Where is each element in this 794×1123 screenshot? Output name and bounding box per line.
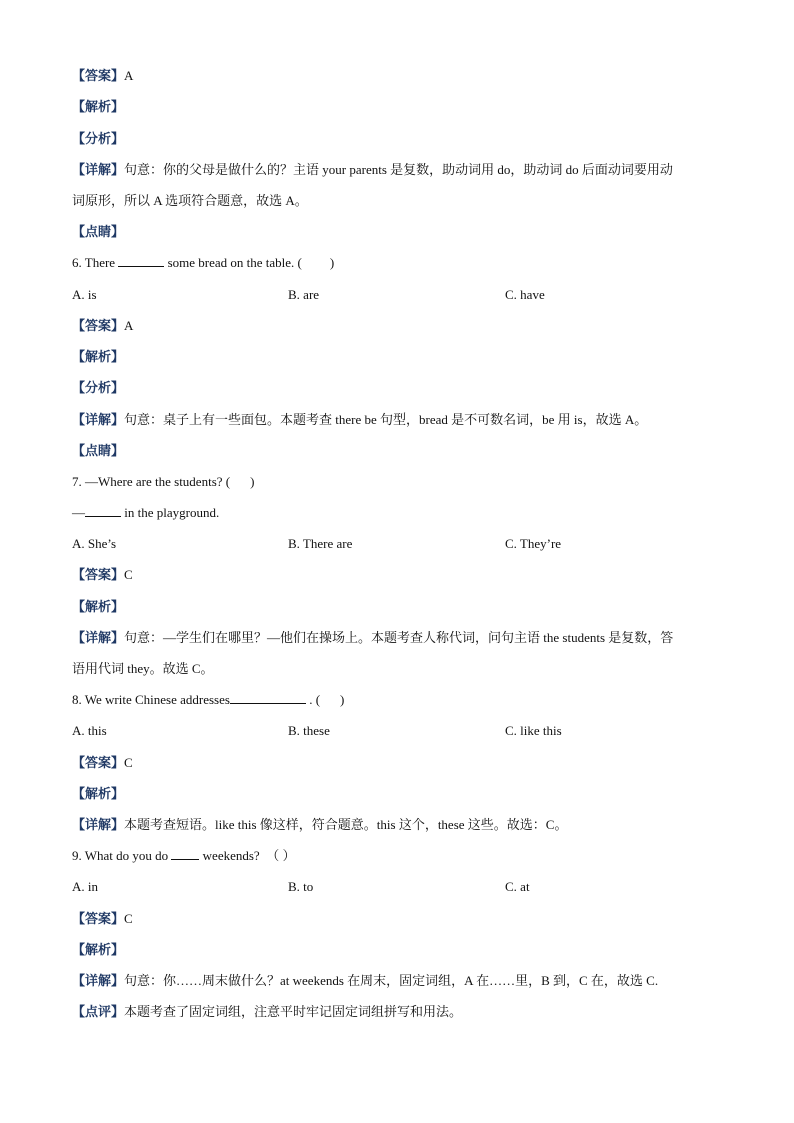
answer-value: C	[124, 567, 133, 582]
option-a: A. She’s	[72, 536, 117, 551]
analysis-tag: 【解析】	[72, 350, 125, 365]
detail-text: 语用代词 they。故选 C。	[72, 661, 214, 676]
option-c: C. have	[505, 287, 545, 302]
q7-question-line2	[72, 504, 722, 522]
fenxi-tag: 【分析】	[72, 132, 125, 147]
answer-tag: 【答案】	[72, 319, 125, 334]
answer-value: A	[124, 68, 134, 83]
q5-detail-line2	[72, 192, 722, 210]
question-text: —	[72, 505, 85, 520]
q5-answer-line	[72, 67, 722, 86]
q6-question	[72, 254, 722, 272]
question-text: 8. We write Chinese addresses	[72, 692, 230, 707]
question-text: in the playground.	[121, 505, 220, 520]
q7-detail-line2	[72, 660, 722, 678]
dianjing-tag: 【点睛】	[72, 444, 125, 459]
answer-tag: 【答案】	[72, 568, 125, 583]
question-text: )	[340, 692, 345, 707]
option-c: C. at	[505, 879, 530, 894]
q8-answer-line	[72, 754, 722, 773]
answer-blank	[118, 254, 164, 267]
q6-dianjing-line	[72, 442, 722, 461]
question-paren: （ ）	[266, 848, 296, 863]
answer-blank	[230, 691, 306, 704]
analysis-tag: 【解析】	[72, 787, 125, 802]
detail-text: 本题考查短语。like this 像这样，符合题意。this 这个，these 这些。故选：C。	[124, 817, 568, 832]
analysis-tag: 【解析】	[72, 100, 125, 115]
question-text: some bread on the table. (	[164, 255, 302, 270]
option-b: B. these	[288, 723, 330, 738]
q5-detail-line1	[72, 161, 722, 180]
detail-text: 句意：你……周末做什么？at weekends 在周末，固定词组，A 在……里，B 到，C 在，故选 C.	[124, 973, 659, 988]
q9-dianping-line	[72, 1003, 722, 1022]
q6-analysis-line	[72, 348, 722, 367]
option-c: C. like this	[505, 723, 562, 738]
q6-answer-line	[72, 317, 722, 336]
q8-detail-line	[72, 816, 722, 835]
dianping-tag: 【点评】	[72, 1005, 125, 1020]
detail-tag: 【详解】	[72, 163, 125, 178]
fenxi-tag: 【分析】	[72, 381, 125, 396]
question-text: )	[250, 474, 255, 489]
answer-tag: 【答案】	[72, 69, 125, 84]
q9-answer-line	[72, 910, 722, 929]
detail-text: 句意：桌子上有一些面包。本题考查 there be 句型，bread 是不可数名词，be 用 is，故选 A。	[124, 412, 648, 427]
dianjing-tag: 【点睛】	[72, 225, 125, 240]
question-text: weekends?	[199, 848, 260, 863]
q7-answer-line	[72, 566, 722, 585]
option-b: B. There are	[288, 536, 353, 551]
q6-detail-line	[72, 411, 722, 430]
q9-detail-line	[72, 972, 722, 991]
answer-value: C	[124, 911, 133, 926]
option-a: A. this	[72, 723, 107, 738]
analysis-tag: 【解析】	[72, 943, 125, 958]
dianping-text: 本题考查了固定词组，注意平时牢记固定词组拼写和用法。	[124, 1004, 463, 1019]
option-b: B. to	[288, 879, 314, 894]
q5-analysis-line	[72, 98, 722, 117]
answer-tag: 【答案】	[72, 912, 125, 927]
question-text: 9. What do you do	[72, 848, 172, 863]
detail-text: 词原形，所以 A 选项符合题意，故选 A。	[72, 193, 308, 208]
q7-detail-line1	[72, 629, 722, 648]
detail-tag: 【详解】	[72, 974, 125, 989]
detail-text: 句意：—学生们在哪里？—他们在操场上。本题考查人称代词，问句主语 the students 是复数，答	[124, 630, 674, 645]
answer-tag: 【答案】	[72, 756, 125, 771]
answer-blank	[85, 504, 121, 517]
detail-tag: 【详解】	[72, 818, 125, 833]
q5-dianjing-line	[72, 223, 722, 242]
answer-blank	[171, 847, 199, 860]
detail-tag: 【详解】	[72, 413, 125, 428]
q9-question	[72, 847, 722, 865]
q7-analysis-line	[72, 598, 722, 617]
q8-question	[72, 691, 722, 709]
q9-analysis-line	[72, 941, 722, 960]
analysis-tag: 【解析】	[72, 600, 125, 615]
detail-text: 句意：你的父母是做什么的？主语 your parents 是复数，助动词用 do，助动词 do 后面动词要用动	[124, 162, 673, 177]
q5-fenxi-line	[72, 130, 722, 149]
option-a: A. in	[72, 879, 98, 894]
option-c: C. They’re	[505, 536, 562, 551]
question-text: 7. —Where are the students? (	[72, 474, 231, 489]
q6-fenxi-line	[72, 379, 722, 398]
option-a: A. is	[72, 287, 97, 302]
q8-analysis-line	[72, 785, 722, 804]
detail-tag: 【详解】	[72, 631, 125, 646]
q7-question-line1	[72, 473, 722, 491]
answer-value: C	[124, 755, 133, 770]
question-text: 6. There	[72, 255, 119, 270]
question-text: )	[329, 255, 335, 270]
answer-value: A	[124, 318, 134, 333]
option-b: B. are	[288, 287, 320, 302]
question-text: . (	[305, 692, 321, 707]
